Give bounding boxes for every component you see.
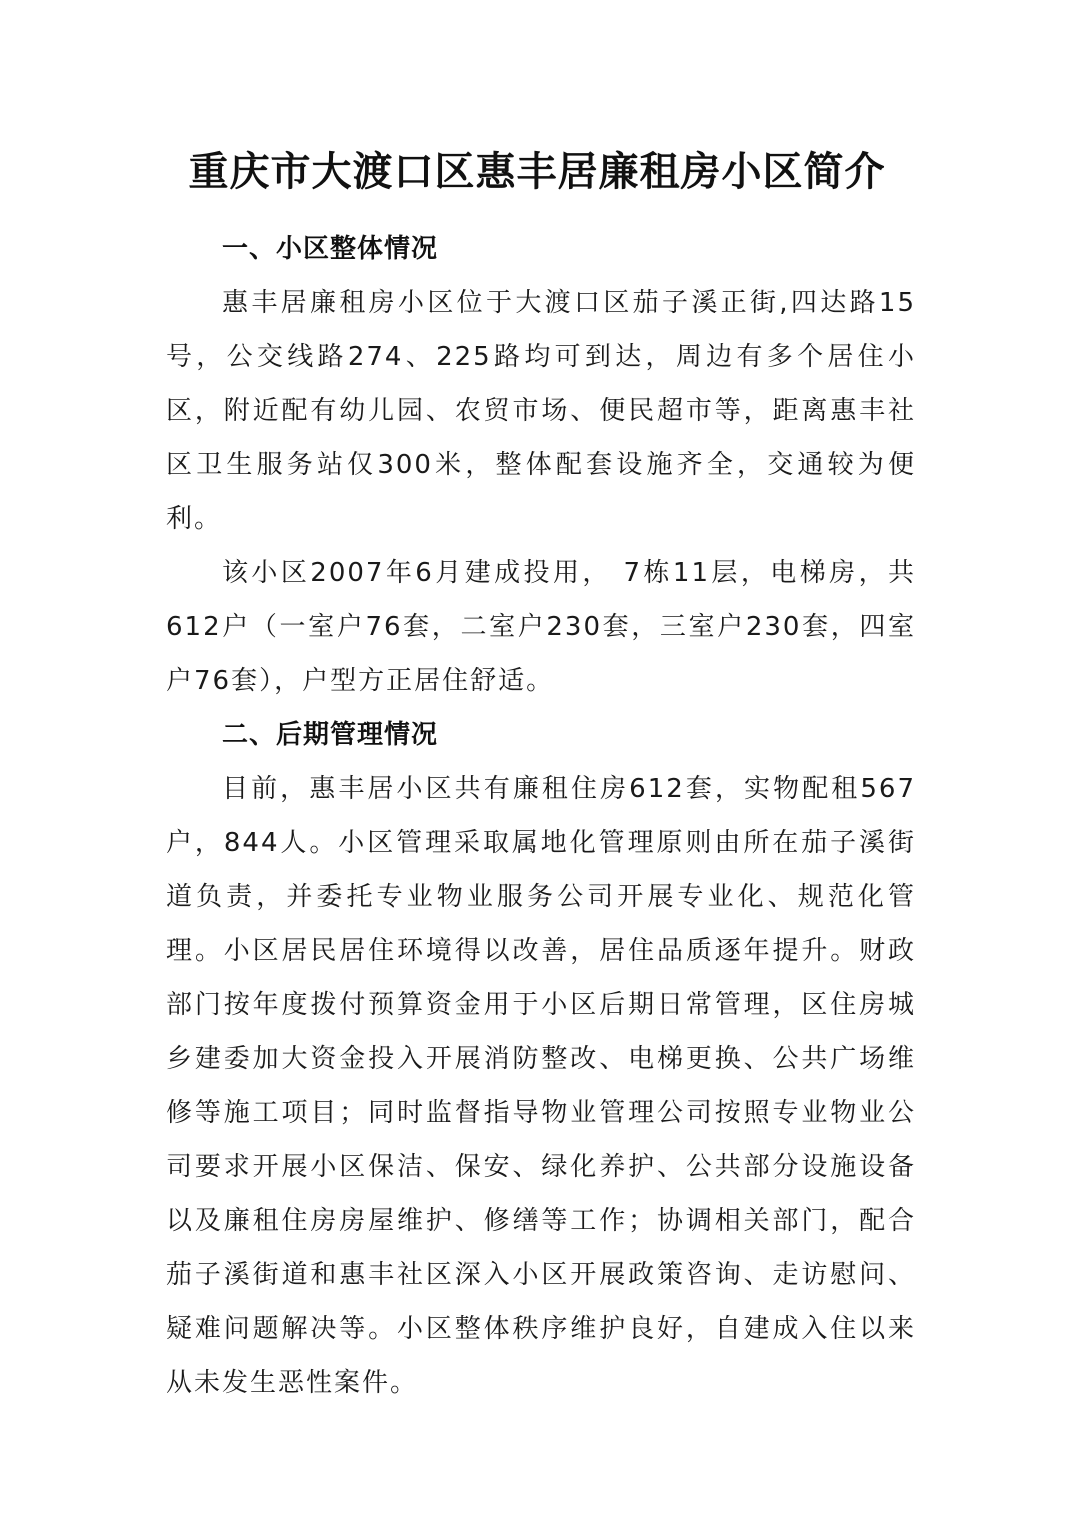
paragraph-management: 目前，惠丰居小区共有廉租住房612套，实物配租567户，844人。小区管理采取属地化管理原则由所在茄子溪街道负责，并委托专业物业服务公司开展专业化、规范化管理。小区居民居住环境得以改善，居住品质逐年提升。财政部门按年度拨付预算资金用于小区后期日常管理，区住房城乡建委加大资金投入开展消防整改、电梯更换、公共广场维修等施工项目；同时监督指导物业管理公司按照专业物业公司要求开展小区保洁、保安、绿化养护、公共部分设施设备以及廉租住房房屋维护、修缮等工作；协调相关部门，配合茄子溪街道和惠丰社区深入小区开展政策咨询、走访慰问、疑难问题解决等。小区整体秩序维护良好，自建成入住以来从未发生恶性案件。 [166, 774, 916, 1398]
section-heading-management: 二、后期管理情况 [222, 720, 439, 750]
section-heading-overview: 一、小区整体情况 [222, 234, 439, 264]
paragraph-location: 惠丰居廉租房小区位于大渡口区茄子溪正街,四达路15号，公交线路274、225路均可到达，周边有多个居住小区，附近配有幼儿园、农贸市场、便民超市等，距离惠丰社区卫生服务站仅300米，整体配套设施齐全，交通较为便利。 [166, 288, 916, 534]
document-body [166, 222, 916, 1410]
paragraph-construction: 该小区2007年6月建成投用， 7栋11层，电梯房，共612户（一室户76套，二室户230套，三室户230套，四室户76套），户型方正居住舒适。 [166, 558, 916, 696]
document-title: 重庆市大渡口区惠丰居廉租房小区简介 [188, 148, 886, 195]
